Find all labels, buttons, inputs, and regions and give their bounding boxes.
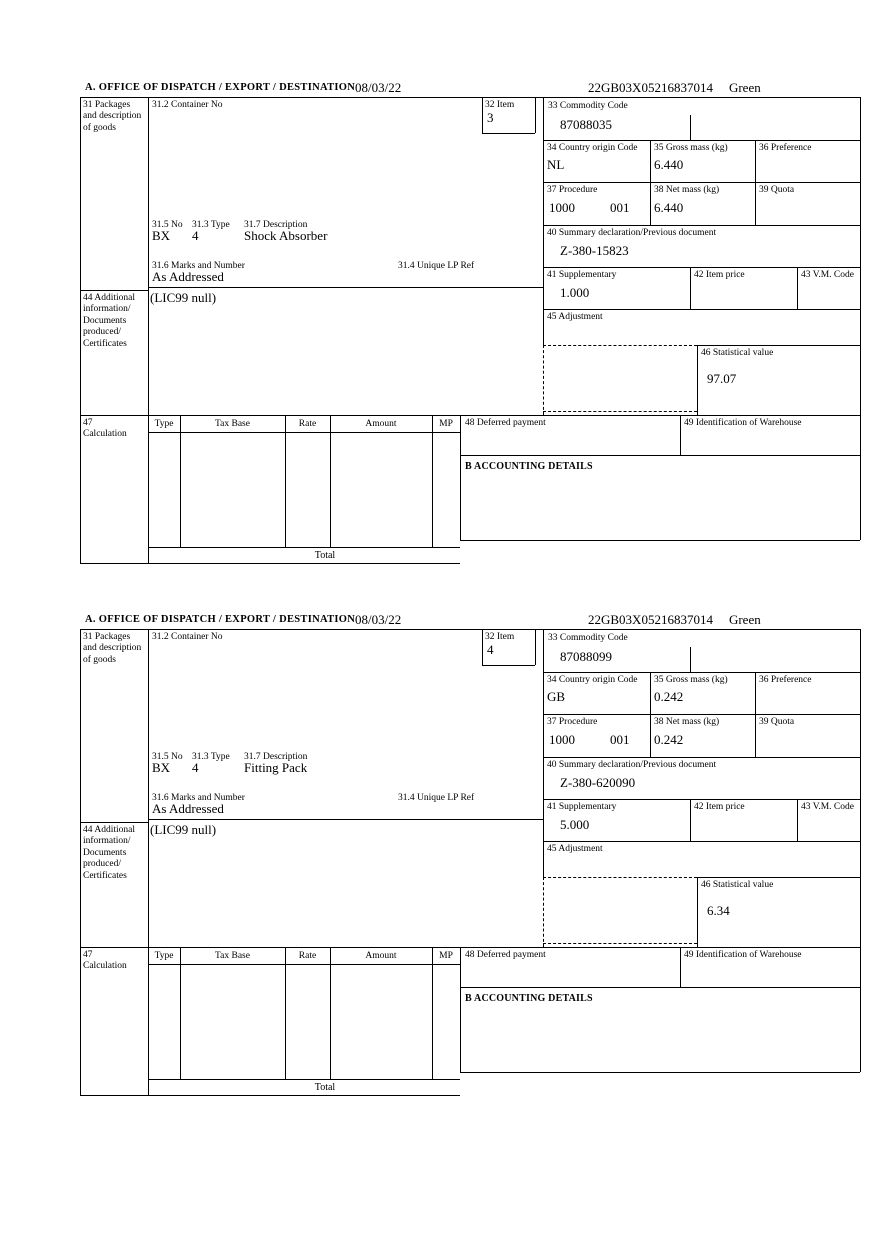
border-line [482, 665, 535, 666]
border-line [432, 415, 433, 547]
column-header-tax-base: Tax Base [215, 419, 250, 429]
border-line [482, 133, 535, 134]
additional-information-value: (LIC99 null) [150, 290, 217, 305]
border-line [148, 964, 460, 965]
border-line [80, 629, 860, 630]
box31-label: 31 Packages and description of goods [83, 100, 142, 133]
border-line [460, 1072, 860, 1073]
dashed-border-line [543, 411, 697, 412]
box32-label: 32 Item [485, 100, 515, 110]
box36-label: 36 Preference [759, 143, 812, 153]
declaration-date: 08/03/22 [355, 80, 402, 95]
dashed-border-line [543, 877, 544, 947]
box33-label: 33 Commodity Code [548, 101, 628, 111]
box32-label: 32 Item [485, 632, 515, 642]
net-mass-value: 0.242 [654, 732, 684, 747]
procedure-code-2-value: 001 [610, 200, 630, 215]
statistical-value: 6.34 [707, 903, 730, 918]
border-line [148, 547, 460, 548]
procedure-code-value: 1000 [549, 732, 575, 747]
box31-4-label: 31.4 Unique LP Ref [398, 261, 475, 271]
net-mass-value: 6.440 [654, 200, 684, 215]
border-line [543, 799, 860, 800]
box48-label: 48 Deferred payment [465, 418, 546, 428]
box41-label: 41 Supplementary [547, 802, 617, 812]
box48-label: 48 Deferred payment [465, 950, 546, 960]
box31-4-label: 31.4 Unique LP Ref [398, 793, 475, 803]
box34-label: 34 Country origin Code [547, 675, 638, 685]
routing-status: Green [728, 80, 761, 95]
country-origin-value: NL [547, 157, 565, 172]
box35-label: 35 Gross mass (kg) [654, 675, 728, 685]
border-line [797, 267, 798, 309]
dashed-border-line [543, 943, 697, 944]
box33-label: 33 Commodity Code [548, 633, 628, 643]
border-line [543, 714, 860, 715]
box49-label: 49 Identification of Warehouse [684, 418, 802, 428]
column-header-amount: Amount [365, 419, 397, 429]
office-of-dispatch-heading: A. OFFICE OF DISPATCH / EXPORT / DESTINATION [85, 82, 356, 93]
border-line [690, 799, 691, 841]
column-header-mp: MP [439, 419, 453, 429]
box47-label: 47 Calculation [83, 418, 127, 440]
total-row-label: Total [314, 1082, 336, 1093]
column-header-mp: MP [439, 951, 453, 961]
box44-label: 44 Additional information/ Documents produced/ Certificates [83, 293, 135, 349]
mrn-value: 22GB03X05216837014 [588, 612, 713, 627]
accounting-details-heading: B ACCOUNTING DETAILS [465, 461, 593, 472]
box46-label: 46 Statistical value [701, 880, 774, 890]
column-header-rate: Rate [298, 951, 317, 961]
dashed-border-line [543, 345, 544, 415]
box34-label: 34 Country origin Code [547, 143, 638, 153]
border-line [543, 841, 860, 842]
border-line [460, 947, 461, 1072]
dashed-border-line [543, 877, 697, 878]
box45-label: 45 Adjustment [547, 312, 603, 322]
box41-label: 41 Supplementary [547, 270, 617, 280]
box43-label: 43 V.M. Code [801, 802, 854, 812]
gross-mass-value: 0.242 [654, 689, 684, 704]
border-line [697, 877, 698, 947]
package-number-value: BX [152, 760, 171, 775]
supplementary-units-value: 5.000 [560, 817, 590, 832]
box42-label: 42 Item price [694, 270, 745, 280]
package-type-value: 4 [192, 760, 199, 775]
border-line [482, 97, 483, 133]
border-line [148, 629, 149, 1095]
border-line [697, 345, 860, 346]
border-line [148, 97, 149, 563]
additional-information-value: (LIC99 null) [150, 822, 217, 837]
border-line [80, 947, 860, 948]
border-line [432, 947, 433, 1079]
column-header-tax-base: Tax Base [215, 951, 250, 961]
box31-2-label: 31.2 Container No [152, 100, 223, 110]
box39-label: 39 Quota [759, 717, 795, 727]
box45-label: 45 Adjustment [547, 844, 603, 854]
border-line [148, 287, 543, 288]
box31-label: 31 Packages and description of goods [83, 632, 142, 665]
movement-reference [588, 612, 761, 628]
box35-label: 35 Gross mass (kg) [654, 143, 728, 153]
previous-document-value: Z-380-15823 [560, 243, 629, 258]
border-line [80, 1095, 460, 1096]
border-line [80, 290, 148, 291]
border-line [148, 819, 543, 820]
border-line [180, 947, 181, 1079]
box38-label: 38 Net mass (kg) [654, 185, 720, 195]
border-line [330, 415, 331, 547]
column-header-rate: Rate [298, 419, 317, 429]
package-type-value: 4 [192, 228, 199, 243]
border-line [330, 947, 331, 1079]
border-line [482, 629, 483, 665]
item-number-value: 3 [487, 110, 494, 125]
mrn-value: 22GB03X05216837014 [588, 80, 713, 95]
commodity-code-separator [690, 647, 691, 672]
box31-3-label: 31.3 Type [192, 220, 230, 230]
column-header-amount: Amount [365, 951, 397, 961]
box31-5-label: 31.5 No [152, 752, 183, 762]
border-line [460, 415, 461, 540]
border-line [80, 97, 860, 98]
box47-label: 47 Calculation [83, 950, 127, 972]
declaration-item-section [80, 80, 861, 564]
border-line [543, 182, 860, 183]
border-line [535, 629, 536, 665]
box36-label: 36 Preference [759, 675, 812, 685]
border-line [80, 822, 148, 823]
border-line [797, 799, 798, 841]
box44-label: 44 Additional information/ Documents produced/ Certificates [83, 825, 135, 881]
item-number-value: 4 [487, 642, 494, 657]
border-line [285, 947, 286, 1079]
border-line [285, 415, 286, 547]
previous-document-value: Z-380-620090 [560, 775, 636, 790]
box39-label: 39 Quota [759, 185, 795, 195]
border-line [543, 97, 544, 345]
border-line [80, 415, 860, 416]
routing-status: Green [728, 612, 761, 627]
box38-label: 38 Net mass (kg) [654, 717, 720, 727]
procedure-code-value: 1000 [549, 200, 575, 215]
box43-label: 43 V.M. Code [801, 270, 854, 280]
statistical-value: 97.07 [707, 371, 737, 386]
column-header-type: Type [154, 951, 174, 961]
border-line [543, 267, 860, 268]
border-line [543, 629, 544, 877]
border-line [680, 947, 681, 987]
border-line [148, 1079, 460, 1080]
border-line [697, 877, 860, 878]
declaration-date: 08/03/22 [355, 612, 402, 627]
gross-mass-value: 6.440 [654, 157, 684, 172]
border-line [860, 629, 861, 1072]
commodity-code-separator [690, 115, 691, 140]
border-line [460, 455, 860, 456]
total-row-label: Total [314, 550, 336, 561]
dashed-border-line [543, 345, 697, 346]
border-line [80, 629, 81, 1095]
office-of-dispatch-heading: A. OFFICE OF DISPATCH / EXPORT / DESTINATION [85, 614, 356, 625]
supplementary-units-value: 1.000 [560, 285, 590, 300]
box31-2-label: 31.2 Container No [152, 632, 223, 642]
box31-7-label: 31.7 Description [244, 220, 308, 230]
box31-3-label: 31.3 Type [192, 752, 230, 762]
border-line [860, 97, 861, 540]
border-line [460, 540, 860, 541]
border-line [543, 140, 860, 141]
box37-label: 37 Procedure [547, 717, 598, 727]
goods-description-value: Shock Absorber [244, 228, 328, 243]
box31-6-label: 31.6 Marks and Number [152, 261, 245, 271]
border-line [543, 225, 860, 226]
goods-description-value: Fitting Pack [244, 760, 308, 775]
box49-label: 49 Identification of Warehouse [684, 950, 802, 960]
border-line [460, 987, 860, 988]
box46-label: 46 Statistical value [701, 348, 774, 358]
declaration-item-section [80, 612, 861, 1096]
border-line [80, 563, 460, 564]
box31-7-label: 31.7 Description [244, 752, 308, 762]
box40-label: 40 Summary declaration/Previous document [547, 760, 717, 770]
box40-label: 40 Summary declaration/Previous document [547, 228, 717, 238]
border-line [690, 267, 691, 309]
marks-and-number-value: As Addressed [152, 801, 224, 816]
border-line [180, 415, 181, 547]
package-number-value: BX [152, 228, 171, 243]
border-line [543, 309, 860, 310]
commodity-code-value: 87088099 [560, 649, 612, 664]
marks-and-number-value: As Addressed [152, 269, 224, 284]
column-header-type: Type [154, 419, 174, 429]
border-line [680, 415, 681, 455]
box31-5-label: 31.5 No [152, 220, 183, 230]
border-line [543, 672, 860, 673]
country-origin-value: GB [547, 689, 566, 704]
commodity-code-value: 87088035 [560, 117, 612, 132]
procedure-code-2-value: 001 [610, 732, 630, 747]
box37-label: 37 Procedure [547, 185, 598, 195]
border-line [697, 345, 698, 415]
movement-reference [588, 80, 761, 96]
border-line [148, 432, 460, 433]
box42-label: 42 Item price [694, 802, 745, 812]
border-line [543, 757, 860, 758]
border-line [80, 97, 81, 563]
accounting-details-heading: B ACCOUNTING DETAILS [465, 993, 593, 1004]
border-line [535, 97, 536, 133]
box31-6-label: 31.6 Marks and Number [152, 793, 245, 803]
